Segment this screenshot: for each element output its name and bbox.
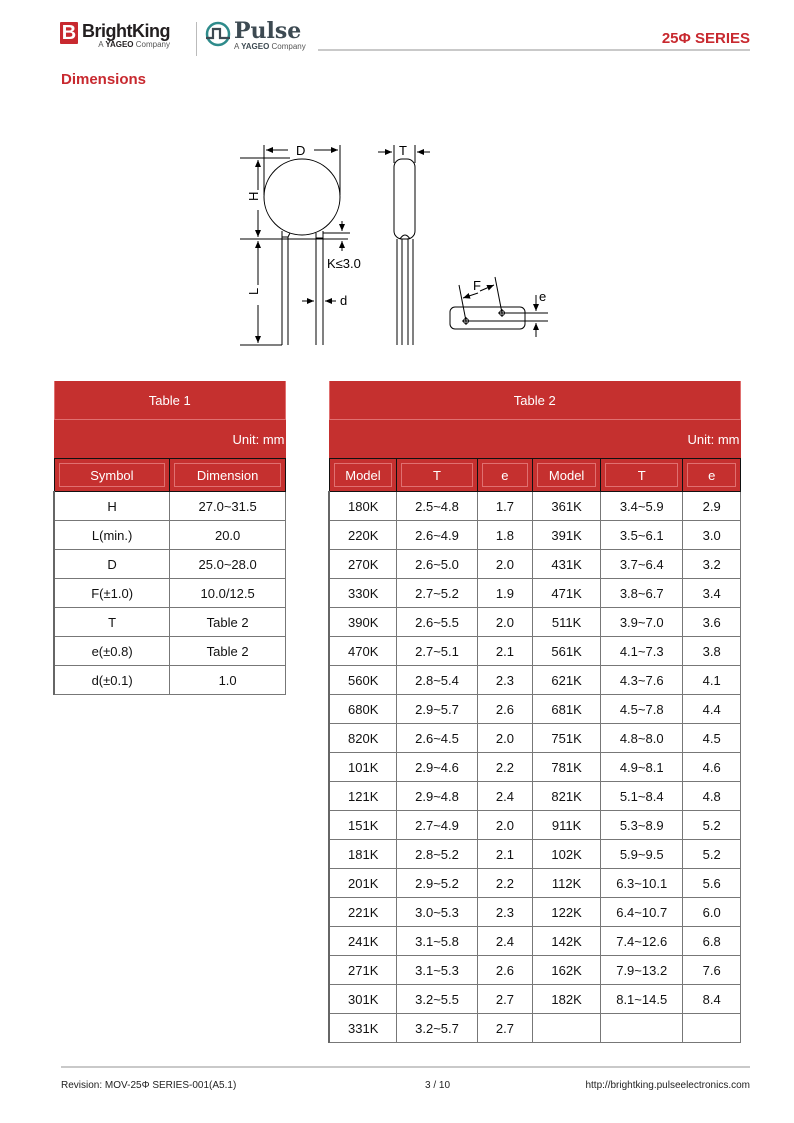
table-1 [53,381,286,695]
table-row [54,637,286,666]
table-cell: 1.7 [477,492,533,521]
table-cell: 201K [329,869,397,898]
table-cell: L(min.) [54,521,170,550]
table-cell: 511K [533,608,601,637]
table-cell: 101K [329,753,397,782]
dimension-diagram [230,135,560,355]
table-cell: 431K [533,550,601,579]
table-2-title: Table 2 [329,381,741,420]
table-cell: 781K [533,753,601,782]
table-row [329,927,741,956]
table-row [329,666,741,695]
table-row [329,956,741,985]
table-cell: 4.5~7.8 [601,695,683,724]
footer-divider [61,1066,750,1068]
header-divider [318,49,750,51]
table-row [329,608,741,637]
label-F: F [473,278,481,293]
table-cell: 560K [329,666,397,695]
table-cell: 162K [533,956,601,985]
table-row [54,550,286,579]
table-cell: 2.0 [477,608,533,637]
column-header: T [397,459,477,492]
table-cell: T [54,608,170,637]
table-row [54,579,286,608]
table-cell: 142K [533,927,601,956]
table-cell: 1.8 [477,521,533,550]
table-cell: 1.9 [477,579,533,608]
table-cell: 4.8 [683,782,741,811]
website-link[interactable]: http://brightking.pulseelectronics.com [585,1080,750,1091]
table-row [329,840,741,869]
label-d: d [340,293,348,308]
pulse-name: Pulse [234,18,302,44]
sub-brand: YAGEO [241,42,270,51]
column-header: Model [329,459,397,492]
label-T: T [399,143,407,158]
table-cell: 151K [329,811,397,840]
label-e: e [539,289,547,304]
table-cell: 3.1~5.8 [397,927,477,956]
sub-prefix: A [98,40,106,49]
table-2 [328,381,741,1043]
table-cell: 182K [533,985,601,1014]
table-1-title: Table 1 [54,381,286,420]
table-cell: 2.2 [477,869,533,898]
table-cell: 2.2 [477,753,533,782]
table-cell: 3.0 [683,521,741,550]
table-cell: 5.3~8.9 [601,811,683,840]
table-cell: 180K [329,492,397,521]
table-row [54,608,286,637]
table-2-unit: Unit: mm [687,431,740,447]
table-cell: 6.0 [683,898,741,927]
table-cell: 4.1~7.3 [601,637,683,666]
table-cell: 181K [329,840,397,869]
table-cell: 2.4 [477,782,533,811]
table-cell: 2.8~5.2 [397,840,477,869]
table-row [329,521,741,550]
sub-prefix: A [234,42,242,51]
table-cell: 2.1 [477,840,533,869]
table-cell: 2.7~5.2 [397,579,477,608]
table-cell: 470K [329,637,397,666]
table-row [329,782,741,811]
label-D: D [296,143,306,158]
table-cell [601,1014,683,1043]
label-L: L [246,287,261,295]
table-row [329,985,741,1014]
table-cell: 2.9 [683,492,741,521]
revision-text: Revision: MOV-25Φ SERIES-001(A5.1) [61,1080,237,1091]
table-cell: 6.8 [683,927,741,956]
table-cell: 3.8 [683,637,741,666]
table-cell: 751K [533,724,601,753]
table-cell: 2.6 [477,956,533,985]
table-cell: 3.0~5.3 [397,898,477,927]
column-header: T [601,459,683,492]
table-cell: 5.9~9.5 [601,840,683,869]
table-cell: Table 2 [170,637,286,666]
dimension-drawing [230,135,560,355]
table-cell: 7.9~13.2 [601,956,683,985]
table-cell: 2.9~4.8 [397,782,477,811]
table-cell: 2.3 [477,666,533,695]
table-cell: 2.8~5.4 [397,666,477,695]
table-cell: 122K [533,898,601,927]
pulse-subtitle [234,42,306,52]
table-cell: 911K [533,811,601,840]
table-row [329,492,741,521]
table-cell: 8.4 [683,985,741,1014]
table-cell: H [54,492,170,521]
column-header: Model [533,459,601,492]
table-cell: 361K [533,492,601,521]
table-cell: 4.1 [683,666,741,695]
table-cell: 5.2 [683,840,741,869]
table-cell: 221K [329,898,397,927]
table-cell: 681K [533,695,601,724]
sub-suffix: Company [133,40,170,49]
table-cell: 4.5 [683,724,741,753]
table-row [329,869,741,898]
table-row [329,1014,741,1043]
page-number: 3 / 10 [425,1080,451,1091]
table-cell: 8.1~14.5 [601,985,683,1014]
label-H: H [246,191,261,201]
table-cell: 3.6 [683,608,741,637]
table-cell: 7.4~12.6 [601,927,683,956]
table-cell: 2.7~5.1 [397,637,477,666]
pulse-logo [204,20,306,52]
table-cell: 3.2~5.5 [397,985,477,1014]
table-cell: 5.2 [683,811,741,840]
table-cell: 3.1~5.3 [397,956,477,985]
page-header [60,18,750,60]
label-K: K≤3.0 [327,256,361,271]
table-cell: 112K [533,869,601,898]
table-cell: 2.7 [477,1014,533,1043]
table-cell: D [54,550,170,579]
table-cell: 2.6~5.0 [397,550,477,579]
table-cell: 331K [329,1014,397,1043]
table-cell [683,1014,741,1043]
table-cell: 2.6~4.9 [397,521,477,550]
table-cell: 4.8~8.0 [601,724,683,753]
table-cell: 2.9~4.6 [397,753,477,782]
table-cell: 4.4 [683,695,741,724]
table-cell: 2.1 [477,637,533,666]
table-row [329,550,741,579]
table-row [54,521,286,550]
table-cell: 820K [329,724,397,753]
table-cell: 25.0~28.0 [170,550,286,579]
table-1-unit: Unit: mm [232,431,285,447]
disk-body [264,159,340,235]
table-cell: 102K [533,840,601,869]
table-cell: 390K [329,608,397,637]
table-cell: 3.9~7.0 [601,608,683,637]
table-cell: 10.0/12.5 [170,579,286,608]
table-cell: 5.6 [683,869,741,898]
table-cell: 3.7~6.4 [601,550,683,579]
pulse-wave-icon [204,20,232,48]
table-cell: 2.6~5.5 [397,608,477,637]
table-cell: 2.9~5.2 [397,869,477,898]
table-cell: 2.0 [477,550,533,579]
table-row [329,724,741,753]
table-cell: 2.0 [477,811,533,840]
table-cell: 2.7 [477,985,533,1014]
table-row [329,695,741,724]
table-cell: 4.3~7.6 [601,666,683,695]
section-title: Dimensions [61,71,147,88]
table-row [329,898,741,927]
table-cell: 3.8~6.7 [601,579,683,608]
table-cell: 2.5~4.8 [397,492,477,521]
table-row [54,666,286,695]
table-cell: 7.6 [683,956,741,985]
table-cell: 2.3 [477,898,533,927]
table-cell: 6.3~10.1 [601,869,683,898]
table-cell: 3.4 [683,579,741,608]
brightking-name: BrightKing [82,21,170,41]
table-cell: 621K [533,666,601,695]
brightking-logo [60,22,170,50]
table-cell: 301K [329,985,397,1014]
table-cell: 27.0~31.5 [170,492,286,521]
table-cell: 391K [533,521,601,550]
table-cell: 121K [329,782,397,811]
table-cell: 4.6 [683,753,741,782]
table-cell: 241K [329,927,397,956]
table-cell: 2.0 [477,724,533,753]
sub-suffix: Company [269,42,306,51]
table-cell: 271K [329,956,397,985]
column-header: e [683,459,741,492]
table-row [329,637,741,666]
table-cell: 4.9~8.1 [601,753,683,782]
brightking-mark-icon: B [61,22,77,44]
column-header: e [477,459,533,492]
table-cell: 330K [329,579,397,608]
table-cell: 3.2~5.7 [397,1014,477,1043]
table-cell: 2.4 [477,927,533,956]
table-cell: 3.2 [683,550,741,579]
series-title: 25Φ SERIES [661,30,750,47]
table-cell: 2.9~5.7 [397,695,477,724]
table-cell: 680K [329,695,397,724]
table-cell: 3.5~6.1 [601,521,683,550]
table-cell [533,1014,601,1043]
table-cell: d(±0.1) [54,666,170,695]
table-cell: 20.0 [170,521,286,550]
table-row [329,753,741,782]
sub-brand: YAGEO [105,40,134,49]
table-cell: 6.4~10.7 [601,898,683,927]
table-row [329,811,741,840]
table-row [329,579,741,608]
table-cell: 5.1~8.4 [601,782,683,811]
column-header: Dimension [170,459,286,492]
table-cell: 270K [329,550,397,579]
table-cell: 471K [533,579,601,608]
table-cell: 561K [533,637,601,666]
table-cell: Table 2 [170,608,286,637]
table-cell: F(±1.0) [54,579,170,608]
table-cell: 2.6 [477,695,533,724]
brightking-subtitle [82,40,170,50]
table-cell: e(±0.8) [54,637,170,666]
table-cell: 3.4~5.9 [601,492,683,521]
table-cell: 220K [329,521,397,550]
table-cell: 1.0 [170,666,286,695]
table-cell: 2.6~4.5 [397,724,477,753]
table-row [54,492,286,521]
table-cell: 2.7~4.9 [397,811,477,840]
table-cell: 821K [533,782,601,811]
column-header: Symbol [54,459,170,492]
logo-separator [196,22,197,56]
